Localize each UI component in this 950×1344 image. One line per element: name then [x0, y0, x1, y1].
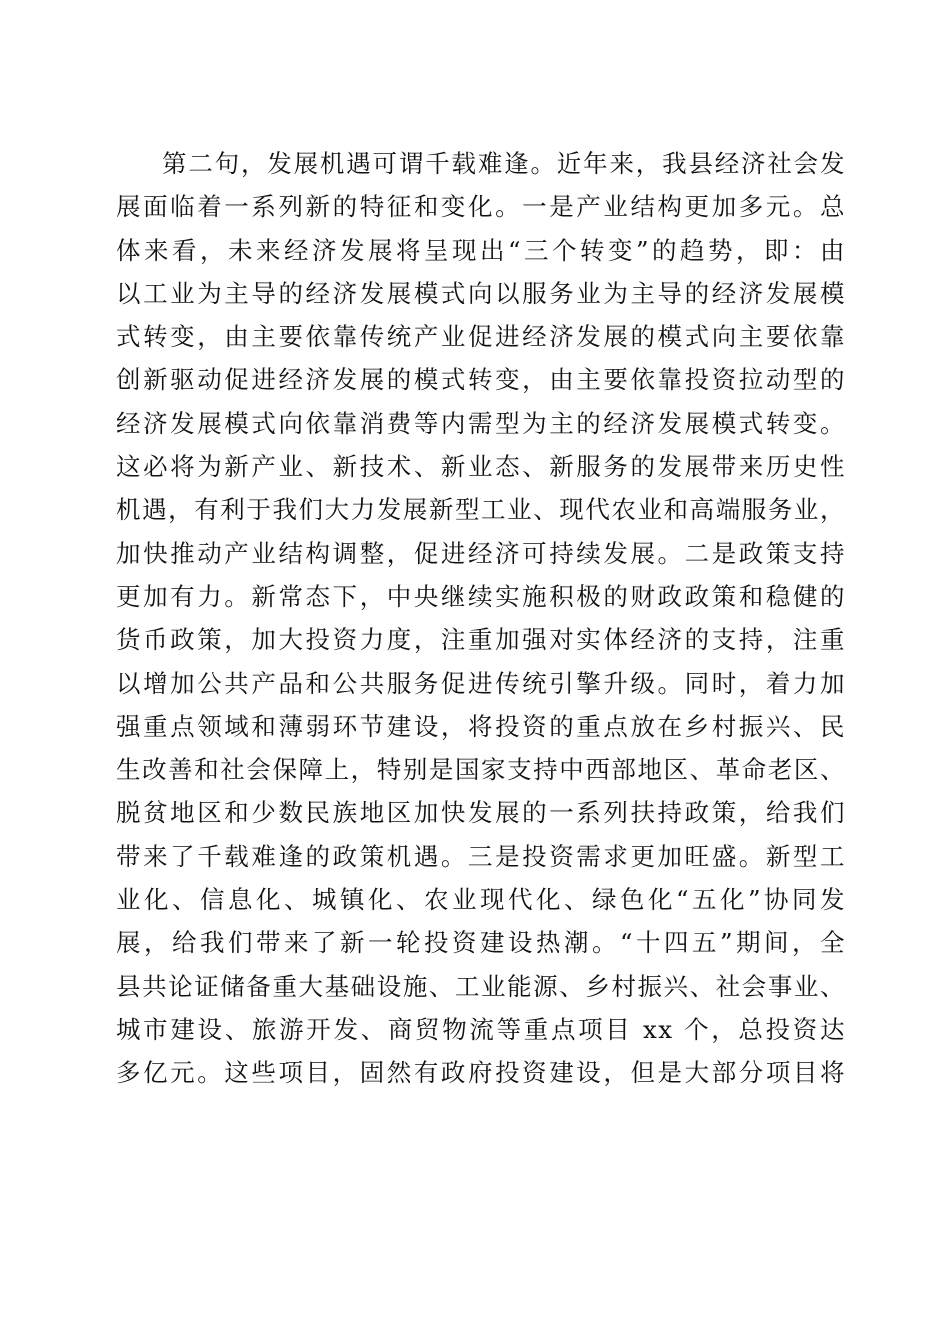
- text-line: 多亿元。这些项目，固然有政府投资建设，但是大部分项目将: [116, 1058, 846, 1088]
- text-line: 业化、信息化、城镇化、农业现代化、绿色化“五化”协同发: [116, 885, 846, 915]
- text-line: 体来看，未来经济发展将呈现出“三个转变”的趋势，即：由: [116, 235, 846, 265]
- text-line: 式转变，由主要依靠传统产业促进经济发展的模式向主要依靠: [116, 322, 846, 352]
- text-line: 展，给我们带来了新一轮投资建设热潮。“十四五”期间，全: [116, 928, 846, 958]
- text-line: 经济发展模式向依靠消费等内需型为主的经济发展模式转变。: [116, 408, 846, 438]
- text-line: 带来了千载难逢的政策机遇。三是投资需求更加旺盛。新型工: [116, 841, 846, 871]
- text-line: 第二句，发展机遇可谓千载难逢。近年来，我县经济社会发: [162, 149, 846, 178]
- text-line: 城市建设、旅游开发、商贸物流等重点项目 xx 个，总投资达: [116, 1014, 846, 1044]
- text-line: 加快推动产业结构调整，促进经济可持续发展。二是政策支持: [116, 538, 846, 568]
- text-line: 脱贫地区和少数民族地区加快发展的一系列扶持政策，给我们: [116, 798, 846, 828]
- text-line: 生改善和社会保障上，特别是国家支持中西部地区、革命老区、: [116, 755, 846, 785]
- body-paragraph: [116, 142, 846, 1095]
- text-line: 这必将为新产业、新技术、新业态、新服务的发展带来历史性: [116, 452, 846, 482]
- text-line: 货币政策，加大投资力度，注重加强对实体经济的支持，注重: [116, 625, 846, 655]
- text-line: 机遇，有利于我们大力发展新型工业、现代农业和高端服务业，: [116, 495, 846, 525]
- text-line: 更加有力。新常态下，中央继续实施积极的财政政策和稳健的: [116, 581, 846, 611]
- text-line: 以工业为主导的经济发展模式向以服务业为主导的经济发展模: [116, 278, 846, 308]
- text-line: 县共论证储备重大基础设施、工业能源、乡村振兴、社会事业、: [116, 971, 846, 1001]
- text-line: 以增加公共产品和公共服务促进传统引擎升级。同时，着力加: [116, 668, 846, 698]
- text-line: 创新驱动促进经济发展的模式转变，由主要依靠投资拉动型的: [116, 365, 846, 395]
- text-line: 展面临着一系列新的特征和变化。一是产业结构更加多元。总: [116, 192, 846, 222]
- text-line: 强重点领域和薄弱环节建设，将投资的重点放在乡村振兴、民: [116, 711, 846, 741]
